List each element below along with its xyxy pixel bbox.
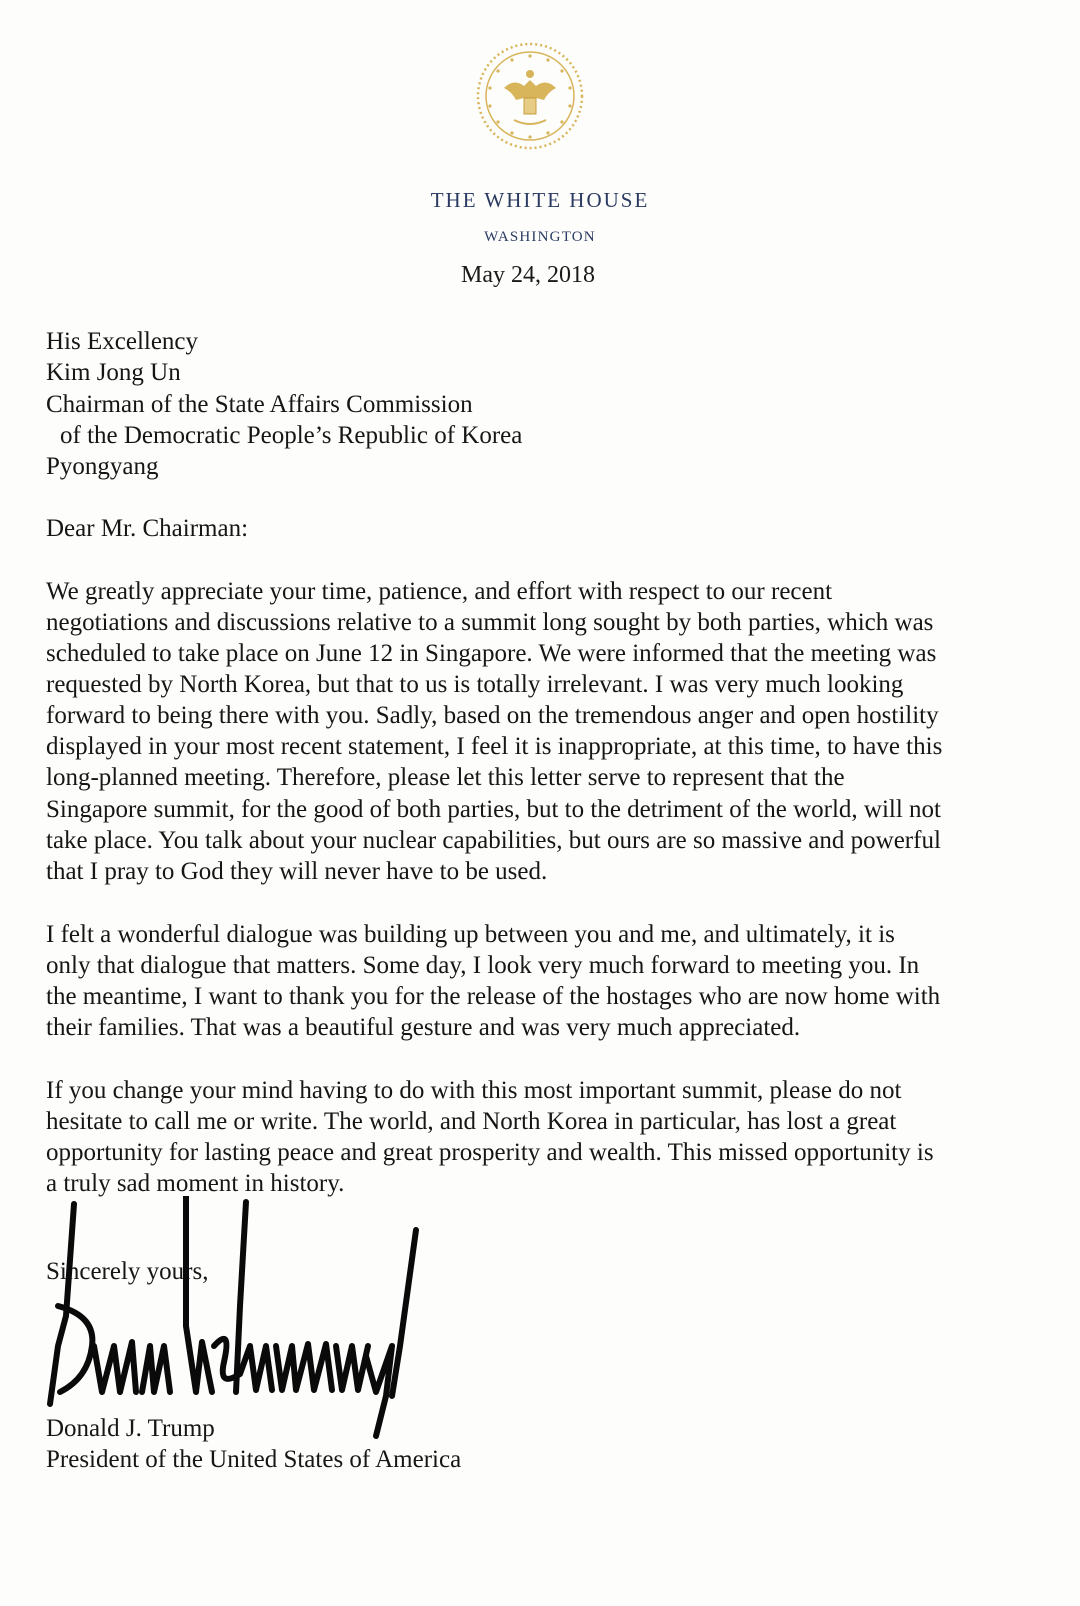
paragraph-3-line: a truly sad moment in history. [46, 1170, 345, 1197]
paragraph-1-line: that I pray to God they will never have to be used. [46, 858, 548, 885]
closing: Sincerely yours, [46, 1258, 209, 1285]
paragraph-1-line: forward to being there with you. Sadly, based on the tremendous anger and open hostility [46, 702, 939, 729]
paragraph-1-line: scheduled to take place on June 12 in Singapore. We were informed that the meeting was [46, 640, 937, 667]
paragraph-3-line: If you change your mind having to do with this most important summit, please do not [46, 1077, 902, 1104]
signer-title: President of the United States of America [46, 1446, 462, 1473]
address-line: Kim Jong Un [46, 359, 181, 386]
paragraph-2-line: their families. That was a beautiful gesture and was very much appreciated. [46, 1014, 801, 1041]
paragraph-3-line: opportunity for lasting peace and great prosperity and wealth. This missed opportunity is [46, 1139, 934, 1166]
paragraph-2-line: the meantime, I want to thank you for the release of the hostages who are now home with [46, 983, 941, 1010]
letterhead-city: WASHINGTON [484, 229, 596, 245]
presidential-seal-icon [474, 40, 586, 152]
paragraph-2-line: only that dialogue that matters. Some day, I look very much forward to meeting you. In [46, 952, 920, 979]
address-line: of the Democratic People’s Republic of Korea [60, 422, 523, 449]
paragraph-1-line: requested by North Korea, but that to us is totally irrelevant. I was very much looking [46, 671, 904, 698]
paragraph-1-line: Singapore summit, for the good of both parties, but to the detriment of the world, will not [46, 796, 941, 823]
paragraph-1-line: take place. You talk about your nuclear capabilities, but ours are so massive and powerful [46, 827, 941, 854]
paragraph-1-line: long-planned meeting. Therefore, please let this letter serve to represent that the [46, 764, 845, 791]
paragraph-1-line: displayed in your most recent statement, I feel it is inappropriate, at this time, to have this [46, 733, 943, 760]
address-line: His Excellency [46, 328, 199, 355]
letterhead-title: THE WHITE HOUSE [430, 188, 650, 212]
address-line: Chairman of the State Affairs Commission [46, 391, 473, 418]
address-line: Pyongyang [46, 453, 159, 480]
paragraph-2-line: I felt a wonderful dialogue was building up between you and me, and ultimately, it is [46, 921, 895, 948]
letter-date: May 24, 2018 [461, 262, 595, 288]
paragraph-3-line: hesitate to call me or write. The world, and North Korea in particular, has lost a great [46, 1108, 897, 1135]
salutation: Dear Mr. Chairman: [46, 515, 249, 542]
signer-name: Donald J. Trump [46, 1415, 215, 1442]
paragraph-1-line: negotiations and discussions relative to a summit long sought by both parties, which was [46, 609, 934, 636]
paragraph-1-line: We greatly appreciate your time, patience, and effort with respect to our recent [46, 578, 833, 605]
